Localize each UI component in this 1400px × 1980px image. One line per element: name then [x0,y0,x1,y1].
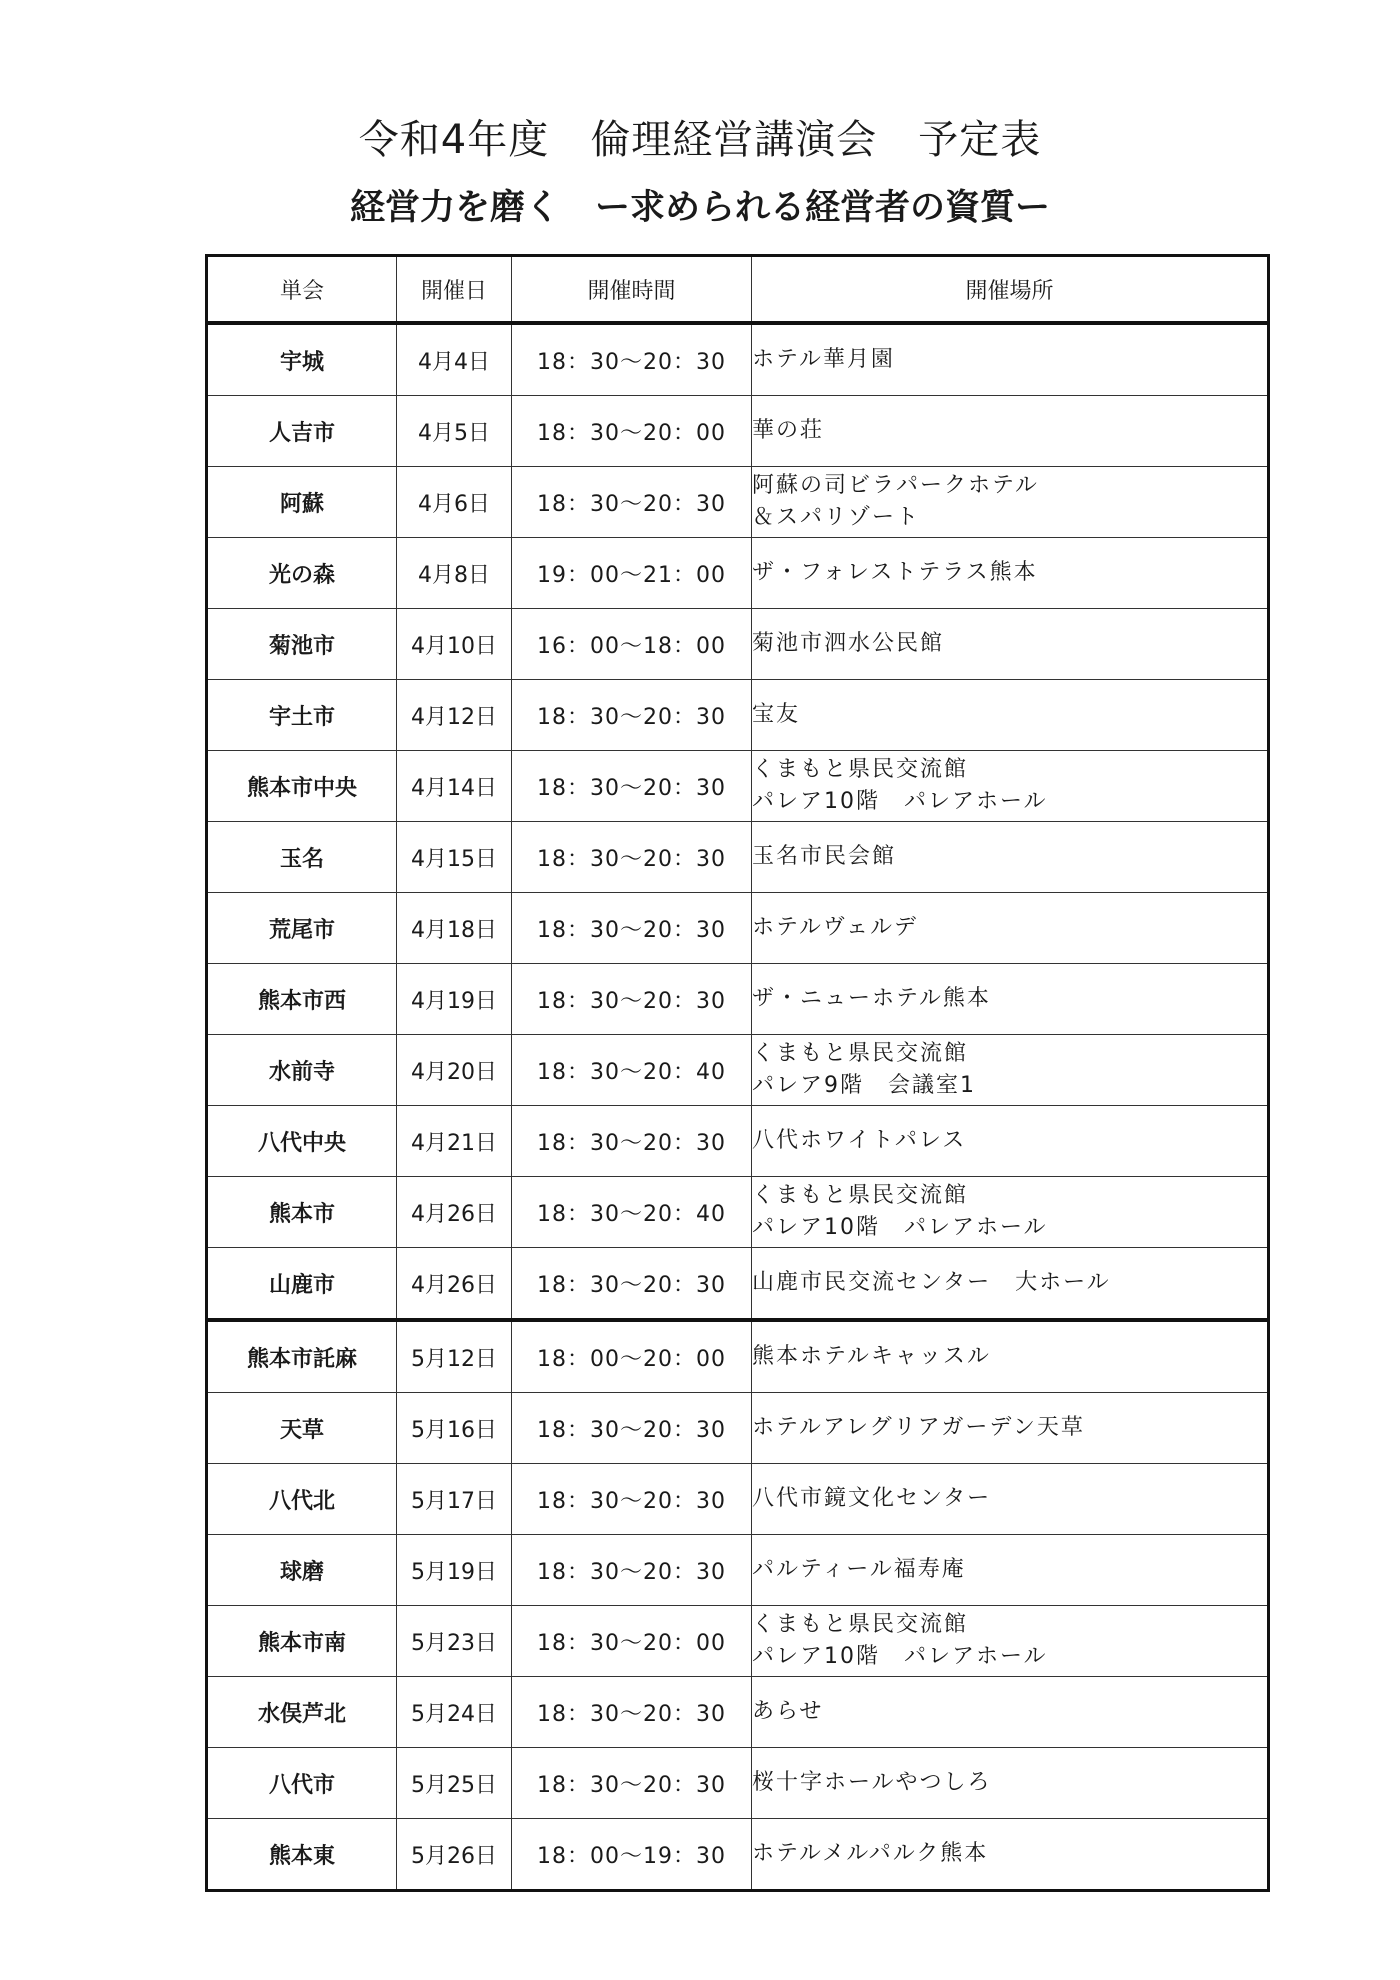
cell-unit: 熊本市託麻 [207,1320,397,1393]
cell-date: 4月4日 [397,323,512,396]
page-title: 令和4年度 倫理経営講演会 予定表 [358,117,1042,163]
cell-time: 18：30～20：30 [512,467,752,538]
cell-time: 16：00～18：00 [512,609,752,680]
cell-date: 4月8日 [397,538,512,609]
cell-time: 19：00～21：00 [512,538,752,609]
table-row [207,1320,1269,1393]
cell-date: 4月19日 [397,964,512,1035]
venue-line: 菊池市泗水公民館 [752,631,945,657]
schedule-table-body [207,323,1269,1891]
cell-venue [752,1393,1269,1464]
cell-unit: 光の森 [207,538,397,609]
cell-venue [752,1106,1269,1177]
cell-date: 5月24日 [397,1677,512,1748]
venue-line: くまもと県民交流館 [752,1041,969,1067]
cell-date: 5月26日 [397,1819,512,1891]
schedule-table [205,254,1270,1892]
cell-unit: 山鹿市 [207,1248,397,1321]
venue-line: 桜十字ホールやつしろ [752,1770,992,1796]
table-row [207,964,1269,1035]
cell-unit: 球磨 [207,1535,397,1606]
venue-line: ザ・ニューホテル熊本 [752,986,991,1012]
cell-date: 5月12日 [397,1320,512,1393]
schedule-table-header [207,256,1269,324]
cell-venue [752,1677,1269,1748]
page-subtitle: 経営力を磨く ー求められる経営者の資質ー [349,188,1050,228]
table-row [207,1535,1269,1606]
cell-unit: 宇土市 [207,680,397,751]
cell-unit: 熊本市西 [207,964,397,1035]
cell-venue [752,1748,1269,1819]
cell-venue [752,396,1269,467]
cell-date: 4月6日 [397,467,512,538]
cell-venue [752,1177,1269,1248]
cell-date: 4月12日 [397,680,512,751]
cell-venue [752,467,1269,538]
table-row [207,1035,1269,1106]
cell-venue [752,1819,1269,1891]
cell-time: 18：30～20：00 [512,1606,752,1677]
table-row [207,1106,1269,1177]
cell-venue [752,751,1269,822]
cell-venue [752,822,1269,893]
cell-date: 4月14日 [397,751,512,822]
table-row [207,1819,1269,1891]
table-row [207,609,1269,680]
venue-line: 阿蘇の司ビラパークホテル [752,473,1039,499]
venue-line: 八代ホワイトパレス [752,1128,967,1154]
cell-time: 18：30～20：30 [512,1464,752,1535]
cell-date: 4月26日 [397,1248,512,1321]
cell-time: 18：30～20：30 [512,1677,752,1748]
cell-venue [752,1248,1269,1321]
venue-line: 熊本ホテルキャッスル [752,1344,991,1370]
cell-unit: 熊本市 [207,1177,397,1248]
cell-unit: 菊池市 [207,609,397,680]
table-row [207,1677,1269,1748]
cell-date: 5月17日 [397,1464,512,1535]
cell-time: 18：30～20：30 [512,1535,752,1606]
cell-unit: 水俣芦北 [207,1677,397,1748]
cell-venue [752,1464,1269,1535]
table-row [207,1606,1269,1677]
cell-unit: 八代市 [207,1748,397,1819]
cell-venue [752,964,1269,1035]
table-row [207,1748,1269,1819]
table-row [207,1177,1269,1248]
venue-line: 華の荘 [752,418,825,444]
cell-venue [752,680,1269,751]
cell-time: 18：30～20：40 [512,1035,752,1106]
cell-time: 18：30～20：30 [512,1248,752,1321]
venue-line: 玉名市民会館 [752,844,897,870]
venue-line: 山鹿市民交流センター 大ホール [752,1270,1111,1296]
cell-time: 18：30～20：30 [512,822,752,893]
cell-venue [752,538,1269,609]
cell-time: 18：30～20：30 [512,964,752,1035]
cell-unit: 天草 [207,1393,397,1464]
cell-date: 4月5日 [397,396,512,467]
cell-date: 5月19日 [397,1535,512,1606]
cell-date: 4月20日 [397,1035,512,1106]
cell-time: 18：00～20：00 [512,1320,752,1393]
cell-time: 18：30～20：00 [512,396,752,467]
header-unit: 単会 [207,256,397,324]
cell-venue [752,1320,1269,1393]
venue-line: ＆スパリゾート [752,505,921,530]
venue-line: パレア9階 会議室1 [752,1073,976,1098]
venue-line: パレア10階 パレアホール [752,1215,1048,1240]
cell-venue [752,893,1269,964]
cell-venue [752,323,1269,396]
header-time: 開催時間 [512,256,752,324]
venue-line: くまもと県民交流館 [752,1183,969,1209]
venue-line: ザ・フォレストテラス熊本 [752,560,1038,586]
cell-time: 18：30～20：30 [512,1393,752,1464]
venue-line: ホテルヴェルデ [752,915,919,941]
table-row [207,538,1269,609]
header-venue: 開催場所 [752,256,1269,324]
cell-venue [752,609,1269,680]
venue-line: パレア10階 パレアホール [752,1644,1048,1669]
cell-time: 18：30～20：30 [512,680,752,751]
cell-venue [752,1535,1269,1606]
cell-unit: 阿蘇 [207,467,397,538]
cell-unit: 宇城 [207,323,397,396]
cell-unit: 八代北 [207,1464,397,1535]
table-row [207,396,1269,467]
cell-date: 4月18日 [397,893,512,964]
cell-time: 18：00～19：30 [512,1819,752,1891]
venue-line: ホテル華月園 [752,347,895,373]
table-row [207,467,1269,538]
cell-time: 18：30～20：30 [512,893,752,964]
table-row [207,1248,1269,1321]
cell-time: 18：30～20：30 [512,323,752,396]
table-row [207,1393,1269,1464]
cell-venue [752,1035,1269,1106]
venue-line: ホテルアレグリアガーデン天草 [752,1415,1085,1441]
cell-time: 18：30～20：30 [512,1106,752,1177]
venue-line: 八代市鏡文化センター [752,1486,992,1512]
cell-time: 18：30～20：30 [512,751,752,822]
table-row [207,751,1269,822]
cell-time: 18：30～20：40 [512,1177,752,1248]
cell-unit: 人吉市 [207,396,397,467]
cell-unit: 熊本東 [207,1819,397,1891]
cell-venue [752,1606,1269,1677]
venue-line: くまもと県民交流館 [752,757,969,783]
cell-unit: 玉名 [207,822,397,893]
venue-line: 宝友 [752,702,801,728]
venue-line: くまもと県民交流館 [752,1612,969,1638]
table-row [207,680,1269,751]
cell-unit: 熊本市中央 [207,751,397,822]
cell-unit: 熊本市南 [207,1606,397,1677]
table-row [207,822,1269,893]
cell-unit: 荒尾市 [207,893,397,964]
cell-time: 18：30～20：30 [512,1748,752,1819]
venue-line: パレア10階 パレアホール [752,789,1048,814]
cell-date: 4月26日 [397,1177,512,1248]
cell-date: 4月15日 [397,822,512,893]
cell-date: 4月10日 [397,609,512,680]
header-date: 開催日 [397,256,512,324]
cell-unit: 八代中央 [207,1106,397,1177]
table-row [207,893,1269,964]
venue-line: パルティール福寿庵 [752,1557,966,1583]
cell-date: 5月25日 [397,1748,512,1819]
table-row [207,323,1269,396]
cell-date: 5月16日 [397,1393,512,1464]
venue-line: あらせ [752,1699,824,1725]
cell-unit: 水前寺 [207,1035,397,1106]
cell-date: 4月21日 [397,1106,512,1177]
table-row [207,1464,1269,1535]
cell-date: 5月23日 [397,1606,512,1677]
venue-line: ホテルメルパルク熊本 [752,1841,989,1867]
